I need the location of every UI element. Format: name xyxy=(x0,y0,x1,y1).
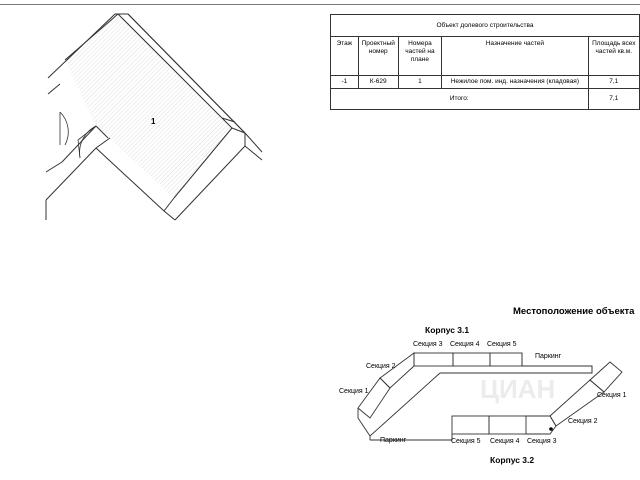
header-part-numbers: Номера частей на плане xyxy=(398,37,441,76)
object-table xyxy=(330,14,640,110)
table-row xyxy=(331,76,640,89)
cell-area: 7,1 xyxy=(588,76,639,89)
header-floor: Этаж xyxy=(331,37,359,76)
b2-section-5-block xyxy=(452,416,489,434)
b1-section-4-block xyxy=(453,353,490,366)
b2-parking-label: Паркинг xyxy=(380,437,407,444)
b2-section-5-label: Секция 5 xyxy=(451,438,481,445)
building-3-1-label: Корпус 3.1 xyxy=(425,325,470,335)
b1-section-3-label: Секция 3 xyxy=(413,341,443,348)
table-title: Объект долевого строительства xyxy=(331,15,640,37)
total-value: 7,1 xyxy=(588,89,639,110)
total-label: Итого: xyxy=(331,89,589,110)
b2-section-1-block xyxy=(590,362,622,392)
b2-section-2-label: Секция 2 xyxy=(568,418,598,425)
b1-section-2-label: Секция 2 xyxy=(366,363,396,370)
b1-section-3-block xyxy=(414,353,453,366)
b1-section-1-label: Секция 1 xyxy=(339,388,369,395)
room-number: 1 xyxy=(151,117,156,126)
header-area: Площадь всех частей кв.м. xyxy=(588,37,639,76)
location-title: Местоположение объекта xyxy=(513,306,635,317)
header-purpose: Назначение частей xyxy=(442,37,588,76)
b1-section-4-label: Секция 4 xyxy=(450,341,480,348)
cell-purpose: Нежилое пом. инд. назначения (кладовая) xyxy=(442,76,588,89)
cell-part-number: 1 xyxy=(398,76,441,89)
watermark: ЦИАН xyxy=(480,374,556,404)
room-1-area xyxy=(65,14,232,198)
floor-plan xyxy=(0,0,300,240)
door-swing-room xyxy=(80,126,96,158)
b1-section-1-block xyxy=(358,378,390,418)
header-project-number: Проектный номер xyxy=(358,37,398,76)
building-3-2-label: Корпус 3.2 xyxy=(490,455,535,465)
b1-parking-label: Паркинг xyxy=(535,353,562,360)
b1-section-5-label: Секция 5 xyxy=(487,341,517,348)
b2-section-4-label: Секция 4 xyxy=(490,438,520,445)
b2-section-3-label: Секция 3 xyxy=(527,438,557,445)
cell-project-number: К-629 xyxy=(358,76,398,89)
b2-section-4-block xyxy=(489,416,526,434)
b1-section-5-block xyxy=(490,353,522,366)
door-swing-left xyxy=(60,112,68,145)
site-plan xyxy=(330,318,640,480)
b2-section-1-label: Секция 1 xyxy=(597,392,627,399)
b2-entrance-marker xyxy=(549,427,553,431)
cell-floor: -1 xyxy=(331,76,359,89)
